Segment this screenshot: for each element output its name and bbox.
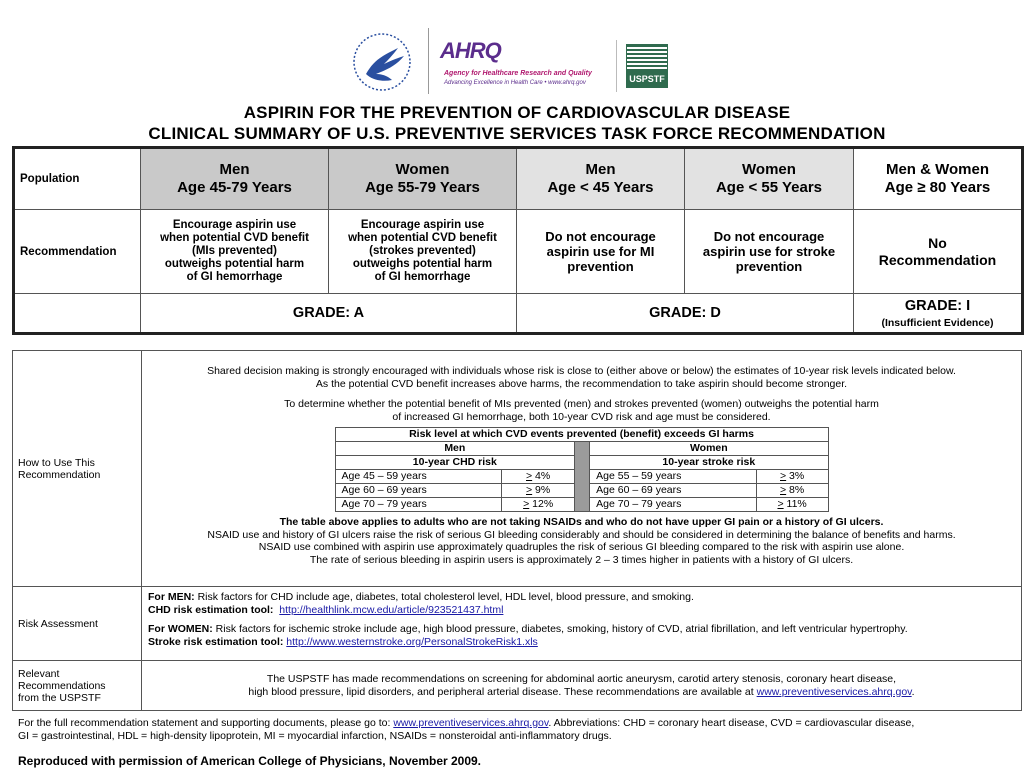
grade-row <box>14 294 1023 334</box>
men-header: Men <box>335 442 575 456</box>
risk-table-title: Risk level at which CVD events prevented (benefit) exceeds GI harms <box>335 428 828 442</box>
ahrq-name: Agency for Healthcare Research and Quality <box>444 70 592 77</box>
population-cell: Women Age < 55 Years <box>685 148 854 210</box>
risk-assessment-content: For MEN: Risk factors for CHD include age, diabetes, total cholesterol level, HDL level, blood pressure, and smoking. CHD risk estimation tool: http://healthlink.mcw.edu/article/923521437.html For WOMEN: Risk factors for ischemic stroke include age, high blood pressure, diabetes, smoking, history of CVD, atrial fibrillation, and left ventricular hypertrophy. Stroke risk estimation tool: http://www.westernstroke.org/PersonalStrokeRisk1.xls <box>142 587 1022 661</box>
risk-assessment-label: Risk Assessment <box>13 587 142 661</box>
how-to-use-content <box>142 351 1022 587</box>
note-line: The rate of serious bleeding in aspirin users is approximately 2 – 3 times higher in patients with a history of GI ulcers. <box>309 553 854 566</box>
how-to-use-label: How to Use This Recommendation <box>13 351 142 587</box>
hhs-eagle-logo <box>348 30 418 94</box>
grade-d: GRADE: D <box>517 294 854 334</box>
population-cell: Men & Women Age ≥ 80 Years <box>854 148 1023 210</box>
risk-row: Age 60 – 69 years > 9% Age 60 – 69 years > 8% <box>335 484 828 498</box>
footer-link[interactable]: www.preventiveservices.ahrq.gov <box>393 717 549 729</box>
recommendation-cell: Encourage aspirin use when potential CVD benefit (MIs prevented) outweighs potential harm of GI hemorrhage <box>141 210 329 294</box>
p1-line1: Shared decision making is strongly encouraged with individuals whose risk is close to (either above or below) the estimates of 10-year risk levels indicated below. <box>207 365 956 377</box>
table-divider <box>575 442 590 512</box>
risk-row: Age 45 – 59 years > 4% Age 55 – 59 years > 3% <box>335 470 828 484</box>
uspstf-logo-text: USPSTF <box>626 71 668 88</box>
relevant-label: Relevant Recommendations from the USPSTF <box>13 661 142 711</box>
chd-risk-tool-link[interactable]: http://healthlink.mcw.edu/article/923521437.html <box>279 604 504 616</box>
preventive-services-link[interactable]: www.preventiveservices.ahrq.gov <box>756 685 912 698</box>
uspstf-logo <box>626 44 668 88</box>
ahrq-logo: AHRQ <box>440 38 501 63</box>
risk-row: Age 70 – 79 years > 12% Age 70 – 79 years > 11% <box>335 498 828 512</box>
recommendation-table <box>12 146 1024 335</box>
logo-banner <box>348 24 668 98</box>
page-subtitle: CLINICAL SUMMARY OF U.S. PREVENTIVE SERVICES TASK FORCE RECOMMENDATION <box>148 124 886 143</box>
grade-i: GRADE: I <box>904 297 971 314</box>
p2-line1: To determine whether the potential benefit of MIs prevented (men) and strokes prevented (women) outweighs the potential harm <box>284 398 879 410</box>
population-cell: Men Age < 45 Years <box>517 148 685 210</box>
permission-note: Reproduced with permission of American College of Physicians, November 2009. <box>18 754 482 768</box>
risk-level-table <box>335 427 829 512</box>
men-subheader: 10-year CHD risk <box>335 456 575 470</box>
grade-i-sub: (Insufficient Evidence) <box>881 316 994 329</box>
note-line: NSAID use and history of GI ulcers raise the risk of serious GI bleeding considerably and should be considered in determining the balance of benefits and harms. <box>207 528 956 541</box>
ahrq-tagline: Advancing Excellence in Health Care • www.ahrq.gov <box>444 80 586 86</box>
population-cell: Women Age 55-79 Years <box>329 148 517 210</box>
recommendation-row <box>14 210 1023 294</box>
recommendation-label: Recommendation <box>14 210 141 294</box>
population-row <box>14 148 1023 210</box>
footer: For the full recommendation statement and supporting documents, please go to: www.preventiveservices.ahrq.gov. Abbreviations: CHD = coronary heart disease, CVD = cardiovascular disease, GI = gastrointestinal, HDL = high-density lipoprotein, MI = myocardial infarction, NSAIDs = nonsteroidal anti-inflammatory drugs. <box>18 717 915 742</box>
risk-assessment-row <box>13 587 1022 661</box>
grade-i-cell <box>854 294 1023 334</box>
p1-line2: As the potential CVD benefit increases above harms, the recommendation to take aspirin should become stronger. <box>315 377 848 390</box>
recommendation-cell: Do not encourage aspirin use for MI prevention <box>517 210 685 294</box>
logo-divider <box>428 28 429 94</box>
relevant-content: The USPSTF has made recommendations on screening for abdominal aortic aneurysm, carotid artery stenosis, coronary heart disease, high blood pressure, lipid disorders, and peripheral arterial disease. These recommendations are available at www.preventiveservices.ahrq.gov. <box>142 661 1022 711</box>
population-cell: Men Age 45-79 Years <box>141 148 329 210</box>
grade-a: GRADE: A <box>141 294 517 334</box>
note-bold: The table above applies to adults who are not taking NSAIDs and who do not have upper GI pain or a history of GI ulcers. <box>279 516 884 528</box>
women-subheader: 10-year stroke risk <box>590 456 828 470</box>
how-to-use-row <box>13 351 1022 587</box>
logo-divider <box>616 40 617 92</box>
stroke-risk-tool-link[interactable]: http://www.westernstroke.org/PersonalStrokeRisk1.xls <box>286 636 538 648</box>
grade-label-cell <box>14 294 141 334</box>
relevant-row <box>13 661 1022 711</box>
uspstf-flag-icon <box>626 44 668 71</box>
population-label: Population <box>14 148 141 210</box>
p2-line2: of increased GI hemorrhage, both 10-year CVD risk and age must be considered. <box>392 410 771 423</box>
recommendation-cell: Encourage aspirin use when potential CVD benefit (strokes prevented) outweighs potential harm of GI hemorrhage <box>329 210 517 294</box>
page-title: ASPIRIN FOR THE PREVENTION OF CARDIOVASCULAR DISEASE <box>243 103 791 122</box>
women-header: Women <box>590 442 828 456</box>
info-table <box>12 350 1022 711</box>
recommendation-cell: Do not encourage aspirin use for stroke prevention <box>685 210 854 294</box>
note-line: NSAID use combined with aspirin use approximately quadruples the risk of serious GI bleeding compared to the risk with aspirin use alone. <box>258 541 905 553</box>
recommendation-cell: No Recommendation <box>854 210 1023 294</box>
